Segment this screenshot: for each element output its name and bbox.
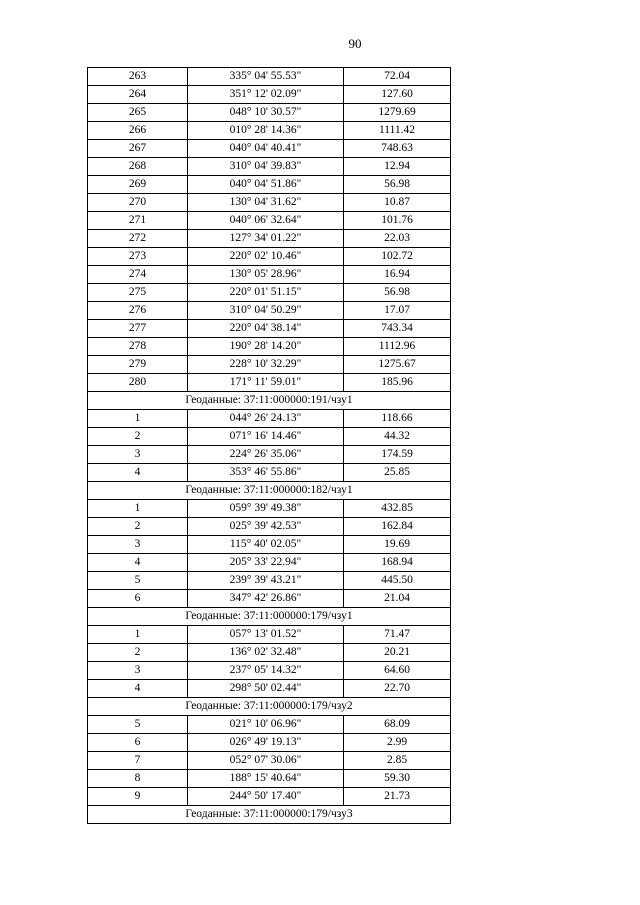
- segment-length-cell: 102.72: [344, 248, 451, 266]
- point-number-cell: 272: [88, 230, 188, 248]
- segment-length-cell: 16.94: [344, 266, 451, 284]
- segment-length-cell: 748.63: [344, 140, 451, 158]
- section-header: Геоданные: 37:11:000000:182/чзу1: [88, 482, 451, 500]
- direction-angle-cell: 025° 39' 42.53": [188, 518, 344, 536]
- point-number-cell: 271: [88, 212, 188, 230]
- section-header-row: [88, 608, 451, 626]
- segment-length-cell: 59.30: [344, 770, 451, 788]
- direction-angle-cell: 351° 12' 02.09": [188, 86, 344, 104]
- table-row: [88, 338, 451, 356]
- segment-length-cell: 1111.42: [344, 122, 451, 140]
- segment-length-cell: 56.98: [344, 284, 451, 302]
- table-row: [88, 536, 451, 554]
- segment-length-cell: 68.09: [344, 716, 451, 734]
- point-number-cell: 267: [88, 140, 188, 158]
- direction-angle-cell: 010° 28' 14.36": [188, 122, 344, 140]
- table-row: [88, 770, 451, 788]
- segment-length-cell: 432.85: [344, 500, 451, 518]
- table-row: [88, 626, 451, 644]
- direction-angle-cell: 353° 46' 55.86": [188, 464, 344, 482]
- point-number-cell: 6: [88, 734, 188, 752]
- point-number-cell: 7: [88, 752, 188, 770]
- point-number-cell: 280: [88, 374, 188, 392]
- direction-angle-cell: 335° 04' 55.53": [188, 68, 344, 86]
- direction-angle-cell: 057° 13' 01.52": [188, 626, 344, 644]
- table-row: [88, 428, 451, 446]
- direction-angle-cell: 044° 26' 24.13": [188, 410, 344, 428]
- segment-length-cell: 64.60: [344, 662, 451, 680]
- direction-angle-cell: 220° 01' 51.15": [188, 284, 344, 302]
- direction-angle-cell: 347° 42' 26.86": [188, 590, 344, 608]
- direction-angle-cell: 127° 34' 01.22": [188, 230, 344, 248]
- segment-length-cell: 174.59: [344, 446, 451, 464]
- direction-angle-cell: 310° 04' 39.83": [188, 158, 344, 176]
- table-row: [88, 68, 451, 86]
- segment-length-cell: 1112.96: [344, 338, 451, 356]
- segment-length-cell: 1279.69: [344, 104, 451, 122]
- direction-angle-cell: 171° 11' 59.01": [188, 374, 344, 392]
- table-row: [88, 644, 451, 662]
- point-number-cell: 2: [88, 428, 188, 446]
- direction-angle-cell: 021° 10' 06.96": [188, 716, 344, 734]
- segment-length-cell: 2.99: [344, 734, 451, 752]
- direction-angle-cell: 205° 33' 22.94": [188, 554, 344, 572]
- table-row: [88, 554, 451, 572]
- segment-length-cell: 445.50: [344, 572, 451, 590]
- direction-angle-cell: 136° 02' 32.48": [188, 644, 344, 662]
- point-number-cell: 3: [88, 446, 188, 464]
- section-header: Геоданные: 37:11:000000:179/чзу1: [88, 608, 451, 626]
- table-row: [88, 320, 451, 338]
- segment-length-cell: 22.03: [344, 230, 451, 248]
- point-number-cell: 279: [88, 356, 188, 374]
- segment-length-cell: 185.96: [344, 374, 451, 392]
- point-number-cell: 1: [88, 410, 188, 428]
- segment-length-cell: 21.73: [344, 788, 451, 806]
- table-row: [88, 572, 451, 590]
- point-number-cell: 278: [88, 338, 188, 356]
- direction-angle-cell: 040° 04' 40.41": [188, 140, 344, 158]
- point-number-cell: 6: [88, 590, 188, 608]
- direction-angle-cell: 228° 10' 32.29": [188, 356, 344, 374]
- direction-angle-cell: 071° 16' 14.46": [188, 428, 344, 446]
- point-number-cell: 276: [88, 302, 188, 320]
- point-number-cell: 264: [88, 86, 188, 104]
- segment-length-cell: 17.07: [344, 302, 451, 320]
- segment-length-cell: 25.85: [344, 464, 451, 482]
- direction-angle-cell: 244° 50' 17.40": [188, 788, 344, 806]
- section-header: Геоданные: 37:11:000000:191/чзу1: [88, 392, 451, 410]
- table-row: [88, 212, 451, 230]
- point-number-cell: 266: [88, 122, 188, 140]
- segment-length-cell: 168.94: [344, 554, 451, 572]
- table-row: [88, 446, 451, 464]
- direction-angle-cell: 220° 04' 38.14": [188, 320, 344, 338]
- point-number-cell: 1: [88, 626, 188, 644]
- table-row: [88, 104, 451, 122]
- point-number-cell: 4: [88, 554, 188, 572]
- section-header-row: [88, 392, 451, 410]
- table-row: [88, 590, 451, 608]
- table-row: [88, 284, 451, 302]
- table-row: [88, 662, 451, 680]
- point-number-cell: 4: [88, 464, 188, 482]
- segment-length-cell: 101.76: [344, 212, 451, 230]
- section-header: Геоданные: 37:11:000000:179/чзу3: [88, 806, 451, 824]
- table-row: [88, 158, 451, 176]
- direction-angle-cell: 048° 10' 30.57": [188, 104, 344, 122]
- segment-length-cell: 118.66: [344, 410, 451, 428]
- direction-angle-cell: 190° 28' 14.20": [188, 338, 344, 356]
- direction-angle-cell: 188° 15' 40.64": [188, 770, 344, 788]
- point-number-cell: 265: [88, 104, 188, 122]
- point-number-cell: 270: [88, 194, 188, 212]
- direction-angle-cell: 130° 05' 28.96": [188, 266, 344, 284]
- table-row: [88, 248, 451, 266]
- point-number-cell: 274: [88, 266, 188, 284]
- point-number-cell: 4: [88, 680, 188, 698]
- table-row: [88, 122, 451, 140]
- segment-length-cell: 22.70: [344, 680, 451, 698]
- direction-angle-cell: 298° 50' 02.44": [188, 680, 344, 698]
- direction-angle-cell: 237° 05' 14.32": [188, 662, 344, 680]
- section-header-row: [88, 806, 451, 824]
- point-number-cell: 277: [88, 320, 188, 338]
- table-row: [88, 266, 451, 284]
- section-header-row: [88, 698, 451, 716]
- table-row: [88, 194, 451, 212]
- geodata-table: [87, 67, 451, 824]
- table-row: [88, 752, 451, 770]
- table-row: [88, 230, 451, 248]
- page-number: 90: [348, 36, 362, 51]
- segment-length-cell: 72.04: [344, 68, 451, 86]
- table-row: [88, 788, 451, 806]
- direction-angle-cell: 026° 49' 19.13": [188, 734, 344, 752]
- direction-angle-cell: 040° 04' 51.86": [188, 176, 344, 194]
- direction-angle-cell: 224° 26' 35.06": [188, 446, 344, 464]
- table-row: [88, 518, 451, 536]
- segment-length-cell: 743.34: [344, 320, 451, 338]
- segment-length-cell: 71.47: [344, 626, 451, 644]
- point-number-cell: 5: [88, 572, 188, 590]
- point-number-cell: 2: [88, 518, 188, 536]
- point-number-cell: 3: [88, 536, 188, 554]
- direction-angle-cell: 115° 40' 02.05": [188, 536, 344, 554]
- table-row: [88, 500, 451, 518]
- table-row: [88, 302, 451, 320]
- direction-angle-cell: 130° 04' 31.62": [188, 194, 344, 212]
- table-row: [88, 734, 451, 752]
- segment-length-cell: 162.84: [344, 518, 451, 536]
- table-row: [88, 176, 451, 194]
- table-row: [88, 374, 451, 392]
- point-number-cell: 8: [88, 770, 188, 788]
- table-row: [88, 86, 451, 104]
- direction-angle-cell: 052° 07' 30.06": [188, 752, 344, 770]
- direction-angle-cell: 040° 06' 32.64": [188, 212, 344, 230]
- segment-length-cell: 127.60: [344, 86, 451, 104]
- point-number-cell: 268: [88, 158, 188, 176]
- segment-length-cell: 44.32: [344, 428, 451, 446]
- segment-length-cell: 56.98: [344, 176, 451, 194]
- point-number-cell: 3: [88, 662, 188, 680]
- segment-length-cell: 19.69: [344, 536, 451, 554]
- point-number-cell: 5: [88, 716, 188, 734]
- segment-length-cell: 21.04: [344, 590, 451, 608]
- table-row: [88, 716, 451, 734]
- table-row: [88, 410, 451, 428]
- geodata-table-body: [88, 68, 451, 824]
- point-number-cell: 9: [88, 788, 188, 806]
- table-row: [88, 356, 451, 374]
- segment-length-cell: 12.94: [344, 158, 451, 176]
- section-header: Геоданные: 37:11:000000:179/чзу2: [88, 698, 451, 716]
- segment-length-cell: 10.87: [344, 194, 451, 212]
- segment-length-cell: 1275.67: [344, 356, 451, 374]
- table-row: [88, 464, 451, 482]
- point-number-cell: 263: [88, 68, 188, 86]
- point-number-cell: 269: [88, 176, 188, 194]
- direction-angle-cell: 310° 04' 50.29": [188, 302, 344, 320]
- point-number-cell: 275: [88, 284, 188, 302]
- table-row: [88, 680, 451, 698]
- segment-length-cell: 20.21: [344, 644, 451, 662]
- point-number-cell: 2: [88, 644, 188, 662]
- direction-angle-cell: 059° 39' 49.38": [188, 500, 344, 518]
- segment-length-cell: 2.85: [344, 752, 451, 770]
- section-header-row: [88, 482, 451, 500]
- direction-angle-cell: 220° 02' 10.46": [188, 248, 344, 266]
- direction-angle-cell: 239° 39' 43.21": [188, 572, 344, 590]
- point-number-cell: 1: [88, 500, 188, 518]
- point-number-cell: 273: [88, 248, 188, 266]
- table-row: [88, 140, 451, 158]
